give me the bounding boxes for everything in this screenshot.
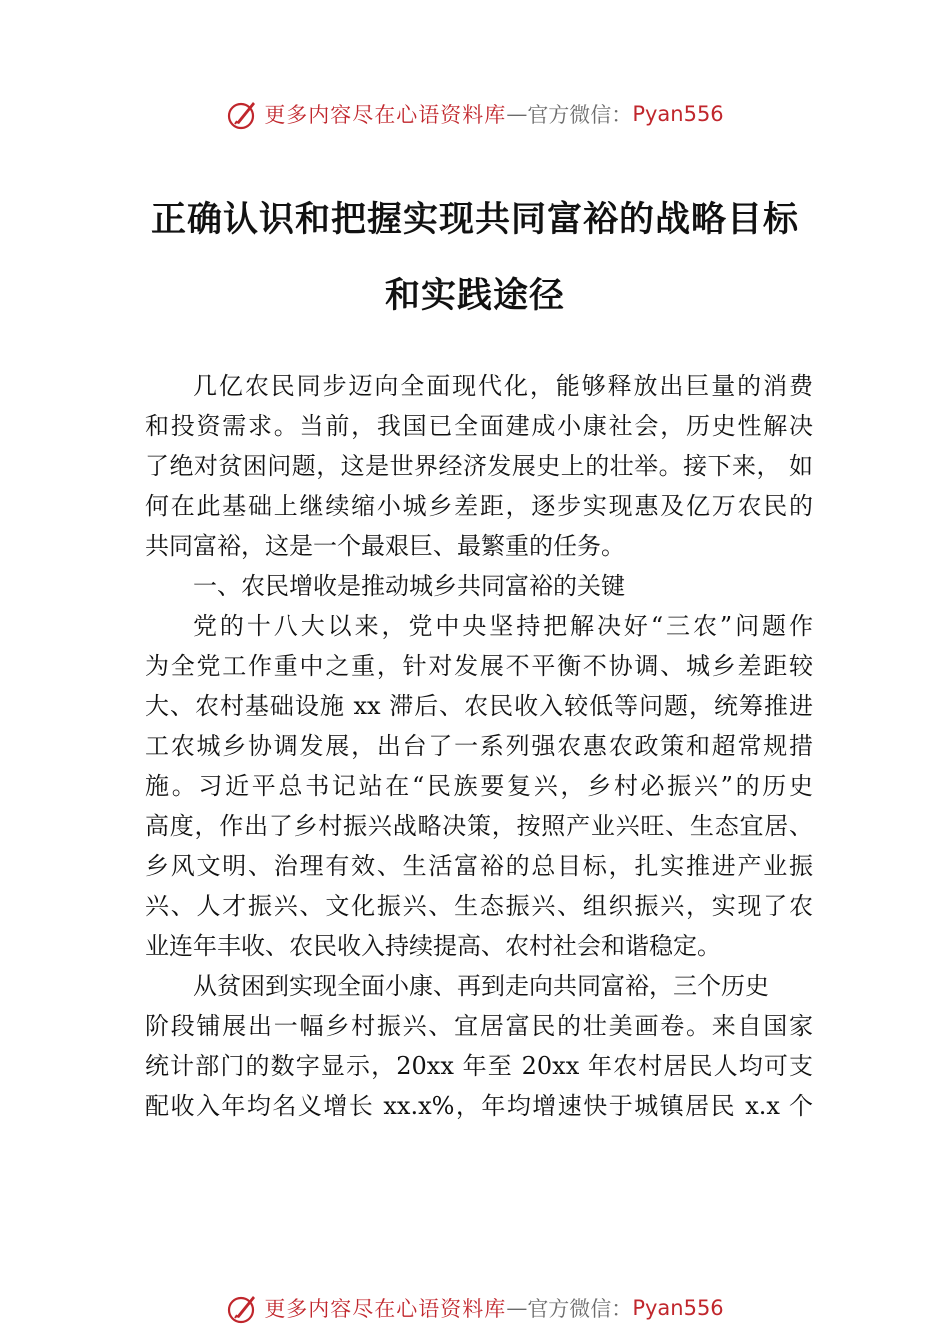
watermark-separator: — bbox=[506, 102, 528, 126]
watermark-gray-text: 官方微信： bbox=[527, 103, 633, 127]
watermark-banner-bottom bbox=[0, 1288, 950, 1328]
paragraph-1 bbox=[145, 366, 813, 566]
watermark-banner-top bbox=[0, 94, 950, 134]
text-line: 了绝对贫困问题，这是世界经济发展史上的壮举。接下来， 如 bbox=[145, 452, 813, 480]
quill-logo-icon bbox=[226, 1291, 260, 1325]
watermark-wechat-id: Pyan556 bbox=[632, 1296, 724, 1320]
text-line: 兴、人才振兴、文化振兴、生态振兴、组织振兴，实现了农 bbox=[145, 892, 813, 920]
text-line: 共同富裕，这是一个最艰巨、最繁重的任务。 bbox=[145, 532, 625, 560]
quill-logo-icon bbox=[226, 97, 260, 131]
watermark-separator: — bbox=[506, 1296, 528, 1320]
text-line: 一、农民增收是推动城乡共同富裕的关键 bbox=[193, 572, 625, 600]
text-line: 配收入年均名义增长 xx.x%，年均增速快于城镇居民 x.x 个 bbox=[145, 1092, 813, 1120]
text-line: 几亿农民同步迈向全面现代化，能够释放出巨量的消费 bbox=[193, 372, 813, 400]
document-body bbox=[145, 366, 813, 1126]
text-line: 施。习近平总书记站在“民族要复兴，乡村必振兴”的历史 bbox=[145, 772, 813, 800]
document-title-line2: 和实践途径 bbox=[384, 275, 565, 316]
text-line: 党的十八大以来，党中央坚持把解决好“三农”问题作 bbox=[193, 612, 813, 640]
text-line: 业连年丰收、农民收入持续提高、农村社会和谐稳定。 bbox=[145, 932, 721, 960]
text-line: 高度，作出了乡村振兴战略决策，按照产业兴旺、生态宜居、 bbox=[145, 812, 813, 840]
text-line: 大、农村基础设施 xx 滞后、农民收入较低等问题，统筹推进 bbox=[145, 692, 813, 720]
text-line: 统计部门的数字显示，20xx 年至 20xx 年农村居民人均可支 bbox=[145, 1052, 813, 1080]
text-line: 何在此基础上继续缩小城乡差距，逐步实现惠及亿万农民的 bbox=[145, 492, 813, 520]
watermark-red-text: 更多内容尽在心语资料库 bbox=[264, 1297, 507, 1321]
text-line: 工农城乡协调发展，出台了一系列强农惠农政策和超常规措 bbox=[145, 732, 813, 760]
section-heading-1 bbox=[145, 566, 813, 606]
paragraph-3 bbox=[145, 966, 813, 1126]
watermark-red-text: 更多内容尽在心语资料库 bbox=[264, 103, 507, 127]
text-line: 乡风文明、治理有效、生活富裕的总目标，扎实推进产业振 bbox=[145, 852, 813, 880]
document-title-line1: 正确认识和把握实现共同富裕的战略目标 bbox=[150, 199, 799, 240]
text-line: 从贫困到实现全面小康、再到走向共同富裕，三个历史 bbox=[193, 972, 769, 1000]
watermark-gray-text: 官方微信： bbox=[527, 1297, 633, 1321]
watermark-wechat-id: Pyan556 bbox=[632, 102, 724, 126]
text-line: 和投资需求。当前，我国已全面建成小康社会，历史性解决 bbox=[145, 412, 813, 440]
text-line: 阶段铺展出一幅乡村振兴、宜居富民的壮美画卷。来自国家 bbox=[145, 1012, 813, 1040]
text-line: 为全党工作重中之重，针对发展不平衡不协调、城乡差距较 bbox=[145, 652, 813, 680]
paragraph-2 bbox=[145, 606, 813, 966]
